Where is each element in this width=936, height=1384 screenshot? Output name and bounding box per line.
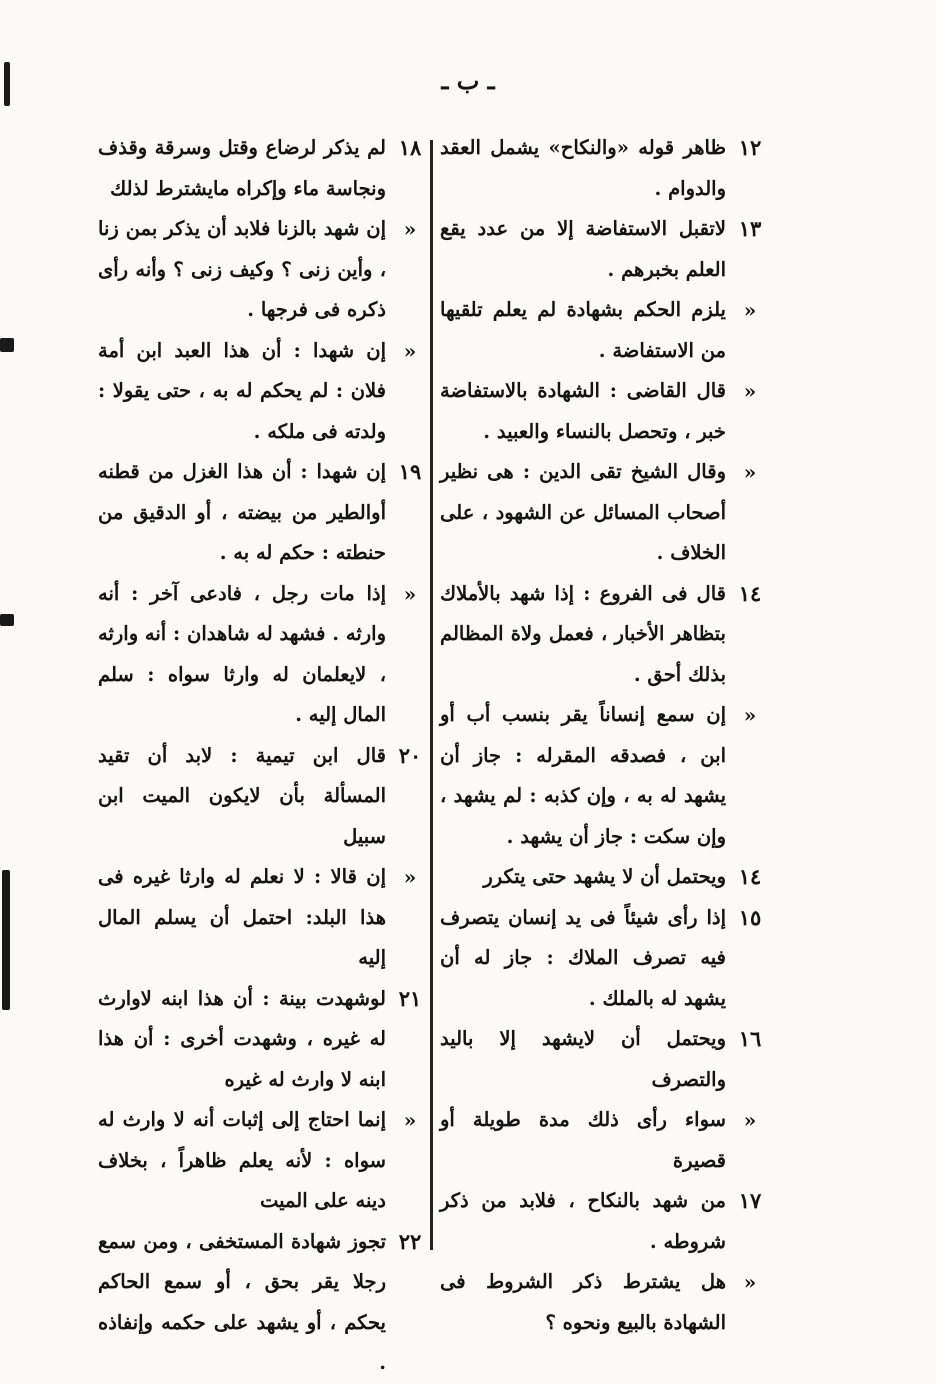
text-entry <box>440 371 766 452</box>
entry-marker: « <box>403 1108 417 1132</box>
entry-text: ويحتمل أن لايشهد إلا باليد والتصرف <box>440 1027 726 1091</box>
column-divider <box>430 140 433 1250</box>
entry-text: سواء رأى ذلك مدة طويلة أو قصيرة <box>440 1108 726 1172</box>
entry-marker: « <box>743 703 757 727</box>
entry-text: قال القاضى : الشهادة بالاستفاضة خبر ، وتحصل بالنساء والعبيد . <box>440 379 726 443</box>
text-entry <box>98 857 426 979</box>
text-entry <box>440 857 766 898</box>
scan-edge-mark <box>4 62 10 106</box>
text-entry <box>440 1019 766 1100</box>
entry-text: لم يذكر لرضاع وقتل وسرقة وقذف ونجاسة ماء وإكراه مايشترط لذلك <box>98 136 386 200</box>
scan-edge-mark <box>0 338 14 352</box>
text-entry <box>98 574 426 736</box>
entry-marker: ٢٢ <box>398 1228 422 1254</box>
entry-marker: ١٥ <box>738 904 762 930</box>
entry-text: قال فى الفروع : إذا شهد بالأملاك بتظاهر الأخبار ، فعمل ولاة المظالم بذلك أحق . <box>440 581 726 686</box>
text-entry <box>98 128 426 209</box>
entry-marker: « <box>403 217 417 241</box>
entry-marker: ١٩ <box>398 459 422 484</box>
text-entry <box>98 1100 426 1222</box>
left-column <box>98 128 426 1384</box>
entry-marker: ٢١ <box>398 985 422 1011</box>
entry-text: إن شهدا : أن هذا الغزل من قطنه أوالطير من بيضته ، أو الدقيق من حنطته : حكم له به . <box>98 460 386 564</box>
entry-text: ظاهر قوله «والنكاح» يشمل العقد والدوام . <box>440 136 726 200</box>
scan-edge-mark <box>2 870 10 1010</box>
entry-text: إذا رأى شيئاً فى يد إنسان يتصرف فيه تصرف الملاك : جاز له أن يشهد له بالملك . <box>440 905 726 1010</box>
entry-text: ويحتمل أن لا يشهد حتى يتكرر <box>483 865 726 888</box>
entry-text: إنما احتاج إلى إثبات أنه لا وارث له سواه : لأنه يعلم ظاهراً ، بخلاف دينه على الميت <box>98 1108 386 1212</box>
entry-marker: « <box>403 338 417 363</box>
entry-text: يلزم الحكم بشهادة لم يعلم تلقيها من الاستفاضة . <box>440 298 726 362</box>
text-entry <box>98 979 426 1101</box>
text-entry <box>440 1262 766 1343</box>
page-number: ـ ب ـ <box>441 66 495 95</box>
entry-text: إن شهد بالزنا فلابد أن يذكر بمن زنا ، وأين زنى ؟ وكيف زنى ؟ وأنه رأى ذكره فى فرجها . <box>98 217 386 321</box>
text-entry <box>440 452 766 574</box>
entry-text: وقال الشيخ تقى الدين : هى نظير أصحاب المسائل عن الشهود ، على الخلاف . <box>440 460 726 564</box>
text-entry <box>440 574 766 696</box>
entry-text: لاتقبل الاستفاضة إلا من عدد يقع العلم بخبرهم . <box>440 217 726 281</box>
text-entry <box>440 695 766 857</box>
entry-text: إن سمع إنساناً يقر بنسب أب أو ابن ، فصدقه المقرله : جاز أن يشهد له به ، وإن كذبه : لم يشهد ، وإن سكت : جاز أن يشهد . <box>440 703 726 848</box>
entry-marker: ١٢ <box>738 135 762 160</box>
entry-text: إن شهدا : أن هذا العبد ابن أمة فلان : لم يحكم له به ، حتى يقولا : ولدته فى ملكه . <box>98 338 386 443</box>
entry-marker: ٢٠ <box>398 742 422 768</box>
entry-text: من شهد بالنكاح ، فلابد من ذكر شروطه . <box>440 1189 726 1253</box>
text-entry <box>440 1181 766 1262</box>
entry-marker: « <box>743 298 757 322</box>
entry-marker: « <box>403 865 417 889</box>
text-entry <box>440 290 766 371</box>
entry-marker: ١٤ <box>738 580 762 606</box>
entry-text: إذا مات رجل ، فادعى آخر : أنه وارثه . فشهد له شاهدان : أنه وارثه ، لايعلمان له وارثا سواه : سلم المال إليه . <box>98 581 386 726</box>
entry-marker: ١٨ <box>398 135 422 160</box>
entry-marker: ١٤ <box>738 864 762 889</box>
entry-text: قال ابن تيمية : لابد أن تقيد المسألة بأن لايكون الميت ابن سبيل <box>98 743 386 848</box>
entry-marker: « <box>743 379 757 403</box>
text-entry <box>98 1222 426 1384</box>
entry-text: لوشهدت بينة : أن هذا ابنه لاوارث له غيره ، وشهدت أخرى : أن هذا ابنه لا وارث له غيره <box>98 986 386 1091</box>
entry-marker: ١٦ <box>738 1026 762 1051</box>
text-entry <box>98 736 426 858</box>
entry-text: إن قالا : لا نعلم له وارثا غيره فى هذا البلد: احتمل أن يسلم المال إليه <box>98 865 386 969</box>
text-entry <box>440 898 766 1020</box>
text-entry <box>440 209 766 290</box>
text-entry <box>98 452 426 574</box>
entry-marker: « <box>743 1270 757 1294</box>
entry-marker: « <box>743 1108 757 1132</box>
entry-marker: ١٣ <box>738 216 762 241</box>
entry-text: هل يشترط ذكر الشروط فى الشهادة بالبيع ونحوه ؟ <box>440 1270 726 1334</box>
right-column <box>440 128 766 1343</box>
scan-edge-mark <box>0 614 14 626</box>
text-entry <box>440 1100 766 1181</box>
entry-marker: ١٧ <box>738 1188 762 1213</box>
entry-marker: « <box>743 460 757 484</box>
text-entry <box>98 331 426 453</box>
entry-text: تجوز شهادة المستخفى ، ومن سمع رجلا يقر بحق ، أو سمع الحاكم يحكم ، أو يشهد على حكمه وإنفاذه . <box>98 1229 386 1374</box>
text-entry <box>440 128 766 209</box>
entry-marker: « <box>403 581 417 606</box>
text-entry <box>98 209 426 331</box>
